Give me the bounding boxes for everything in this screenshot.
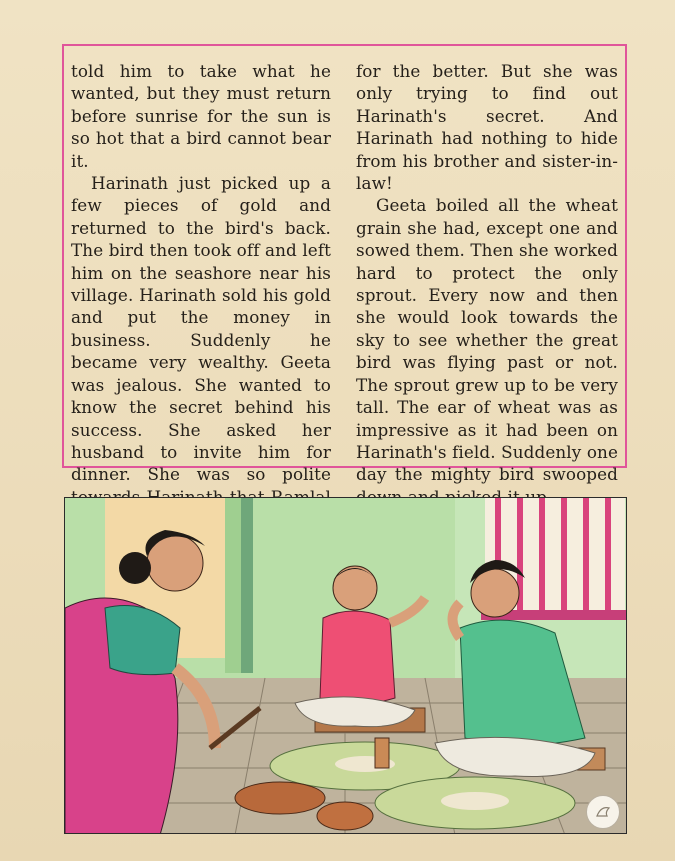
story-illustration bbox=[64, 497, 627, 834]
cooking-pot bbox=[235, 782, 325, 814]
door-pillar bbox=[241, 498, 253, 673]
small-pot bbox=[317, 802, 373, 830]
story-column-right bbox=[356, 60, 618, 508]
logo-badge-icon bbox=[586, 795, 620, 829]
illustration-scene bbox=[65, 498, 627, 834]
story-paragraph: told him to take what he wanted, but they must return before sunrise for the sun is so hot that a bird cannot bear it. bbox=[71, 61, 331, 171]
tumbler bbox=[375, 738, 389, 768]
story-paragraph: for the better. But she was only trying to find out Harinath's secret. And Harinath had nothing to hide from his brother and sister-in-law! bbox=[356, 61, 618, 194]
story-text-frame bbox=[62, 44, 627, 485]
story-paragraph: Harinath just picked up a few pieces of gold and returned to the bird's back. The bird then took off and left him on the seashore near his village. Harinath sold his gold and put the money in business. Suddenly he became very wealthy. Geeta was jealous. She wanted to know the secret behind his success. She asked her husband to invite him for dinner. She was so polite bbox=[71, 173, 331, 485]
food-right bbox=[441, 792, 509, 810]
story-paragraph: Geeta boiled all the wheat grain she had, except one and sowed them. Then she worked hard to protect the only sprout. Every now and then she would look towards the sky to see whether the great bird was flying past or not. The sprout grew up to be very tall. The ear of wheat was as impressive as it had been on Harinath's field. Suddenly one day the mighty bird swooped bbox=[356, 195, 618, 485]
